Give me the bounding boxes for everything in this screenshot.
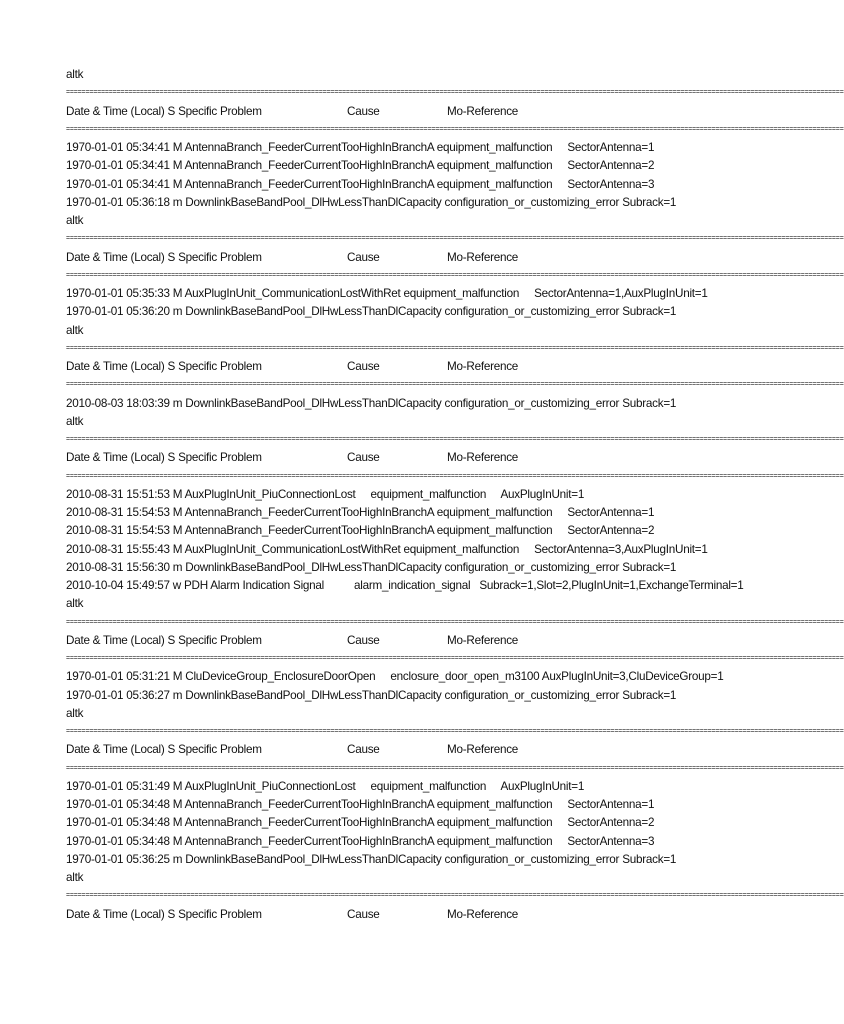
separator-line: ======================================================================================================================================================================================================== xyxy=(66,381,844,389)
alarm-row: 1970-01-01 05:36:18 m DownlinkBaseBandPool_DlHwLessThanDlCapacity configuration_or_customizing_error Subrack=1 xyxy=(66,195,677,209)
column-header-c2: Cause xyxy=(347,451,380,465)
column-header-row xyxy=(66,103,707,121)
column-header-row xyxy=(66,449,707,467)
alarm-row: 1970-01-01 05:34:41 M AntennaBranch_FeederCurrentTooHighInBranchA equipment_malfunction SectorAntenna=3 xyxy=(66,177,655,191)
column-header-c1: Date & Time (Local) S Specific Problem xyxy=(66,104,262,118)
separator-line: ======================================================================================================================================================================================================== xyxy=(66,344,844,352)
alarm-row: 1970-01-01 05:36:20 m DownlinkBaseBandPool_DlHwLessThanDlCapacity configuration_or_customizing_error Subrack=1 xyxy=(66,305,677,319)
column-header-c3: Mo-Reference xyxy=(447,250,519,264)
separator-line: ======================================================================================================================================================================================================== xyxy=(66,618,844,626)
alarm-row: 2010-08-03 18:03:39 m DownlinkBaseBandPool_DlHwLessThanDlCapacity configuration_or_customizing_error Subrack=1 xyxy=(66,396,677,410)
column-header-c2: Cause xyxy=(347,907,380,921)
alarm-row: 1970-01-01 05:34:41 M AntennaBranch_FeederCurrentTooHighInBranchA equipment_malfunction SectorAntenna=1 xyxy=(66,141,655,154)
alarm-row: 1970-01-01 05:31:21 M CluDeviceGroup_EnclosureDoorOpen enclosure_door_open_m3100 AuxPlugInUnit=3,CluDeviceGroup=1 xyxy=(66,670,724,684)
column-header-c3: Mo-Reference xyxy=(447,360,519,373)
command-line: altk xyxy=(66,706,84,720)
alarm-row: 1970-01-01 05:34:48 M AntennaBranch_FeederCurrentTooHighInBranchA equipment_malfunction SectorAntenna=1 xyxy=(66,798,655,811)
alarm-row: 2010-08-31 15:51:53 M AuxPlugInUnit_PiuConnectionLost equipment_malfunction AuxPlugInUnit=1 xyxy=(66,487,585,501)
command-line: altk xyxy=(66,323,84,337)
command-line: altk xyxy=(66,597,84,611)
column-header-c2: Cause xyxy=(347,360,380,373)
column-header-row xyxy=(66,741,707,759)
column-header-c2: Cause xyxy=(347,633,380,647)
column-header-c1: Date & Time (Local) S Specific Problem xyxy=(66,743,262,757)
separator-line: ======================================================================================================================================================================================================== xyxy=(66,125,844,133)
alarm-row: 2010-08-31 15:55:43 M AuxPlugInUnit_CommunicationLostWithRet equipment_malfunction SectorAntenna=3,AuxPlugInUnit=1 xyxy=(66,542,708,556)
column-header-c2: Cause xyxy=(347,250,380,264)
column-header-c1: Date & Time (Local) S Specific Problem xyxy=(66,907,262,921)
separator-line: ======================================================================================================================================================================================================== xyxy=(66,436,844,443)
separator-line: ======================================================================================================================================================================================================== xyxy=(66,728,844,735)
column-header-c2: Cause xyxy=(347,104,380,118)
column-header-c3: Mo-Reference xyxy=(447,907,519,921)
alarm-row: 1970-01-01 05:36:27 m DownlinkBaseBandPool_DlHwLessThanDlCapacity configuration_or_customizing_error Subrack=1 xyxy=(66,688,677,702)
separator-line: ======================================================================================================================================================================================================== xyxy=(66,472,844,480)
command-line: altk xyxy=(66,414,84,428)
column-header-row xyxy=(66,358,707,376)
command-line: altk xyxy=(66,871,84,884)
separator-line: ======================================================================================================================================================================================================== xyxy=(66,764,844,772)
command-line: altk xyxy=(66,68,84,81)
separator-line: ======================================================================================================================================================================================================== xyxy=(66,271,844,279)
column-header-row xyxy=(66,632,707,650)
alarm-row: 1970-01-01 05:34:48 M AntennaBranch_FeederCurrentTooHighInBranchA equipment_malfunction SectorAntenna=2 xyxy=(66,816,655,830)
column-header-c2: Cause xyxy=(347,743,380,757)
separator-line: ======================================================================================================================================================================================================== xyxy=(66,892,844,900)
separator-line: ======================================================================================================================================================================================================== xyxy=(66,235,844,243)
separator-line: ======================================================================================================================================================================================================== xyxy=(66,655,844,662)
column-header-c1: Date & Time (Local) S Specific Problem xyxy=(66,250,262,264)
column-header-c1: Date & Time (Local) S Specific Problem xyxy=(66,633,262,647)
column-header-c1: Date & Time (Local) S Specific Problem xyxy=(66,451,262,465)
alarm-row: 1970-01-01 05:35:33 M AuxPlugInUnit_CommunicationLostWithRet equipment_malfunction SectorAntenna=1,AuxPlugInUnit=1 xyxy=(66,287,708,300)
alarm-row: 2010-08-31 15:54:53 M AntennaBranch_FeederCurrentTooHighInBranchA equipment_malfunction SectorAntenna=1 xyxy=(66,506,655,519)
column-header-c3: Mo-Reference xyxy=(447,104,519,118)
command-line: altk xyxy=(66,214,84,227)
alarm-row: 1970-01-01 05:36:25 m DownlinkBaseBandPool_DlHwLessThanDlCapacity configuration_or_customizing_error Subrack=1 xyxy=(66,852,677,866)
column-header-c3: Mo-Reference xyxy=(447,633,519,647)
document-page xyxy=(66,66,844,924)
alarm-row: 2010-08-31 15:54:53 M AntennaBranch_FeederCurrentTooHighInBranchA equipment_malfunction SectorAntenna=2 xyxy=(66,524,655,538)
separator-line: ======================================================================================================================================================================================================== xyxy=(66,89,844,97)
column-header-c3: Mo-Reference xyxy=(447,451,519,465)
alarm-row: 1970-01-01 05:34:41 M AntennaBranch_FeederCurrentTooHighInBranchA equipment_malfunction SectorAntenna=2 xyxy=(66,159,655,173)
column-header-c3: Mo-Reference xyxy=(447,743,519,757)
alarm-row: 1970-01-01 05:34:48 M AntennaBranch_FeederCurrentTooHighInBranchA equipment_malfunction SectorAntenna=3 xyxy=(66,834,655,848)
column-header-c1: Date & Time (Local) S Specific Problem xyxy=(66,360,262,373)
alarm-row: 1970-01-01 05:31:49 M AuxPlugInUnit_PiuConnectionLost equipment_malfunction AuxPlugInUnit=1 xyxy=(66,779,585,793)
alarm-row: 2010-08-31 15:56:30 m DownlinkBaseBandPool_DlHwLessThanDlCapacity configuration_or_customizing_error Subrack=1 xyxy=(66,560,677,574)
column-header-row xyxy=(66,906,707,924)
column-header-row xyxy=(66,249,707,267)
alarm-row: 2010-10-04 15:49:57 w PDH Alarm Indication Signal alarm_indication_signal Subrack=1,Slot=2,PlugInUnit=1,ExchangeTerminal=1 xyxy=(66,579,744,592)
